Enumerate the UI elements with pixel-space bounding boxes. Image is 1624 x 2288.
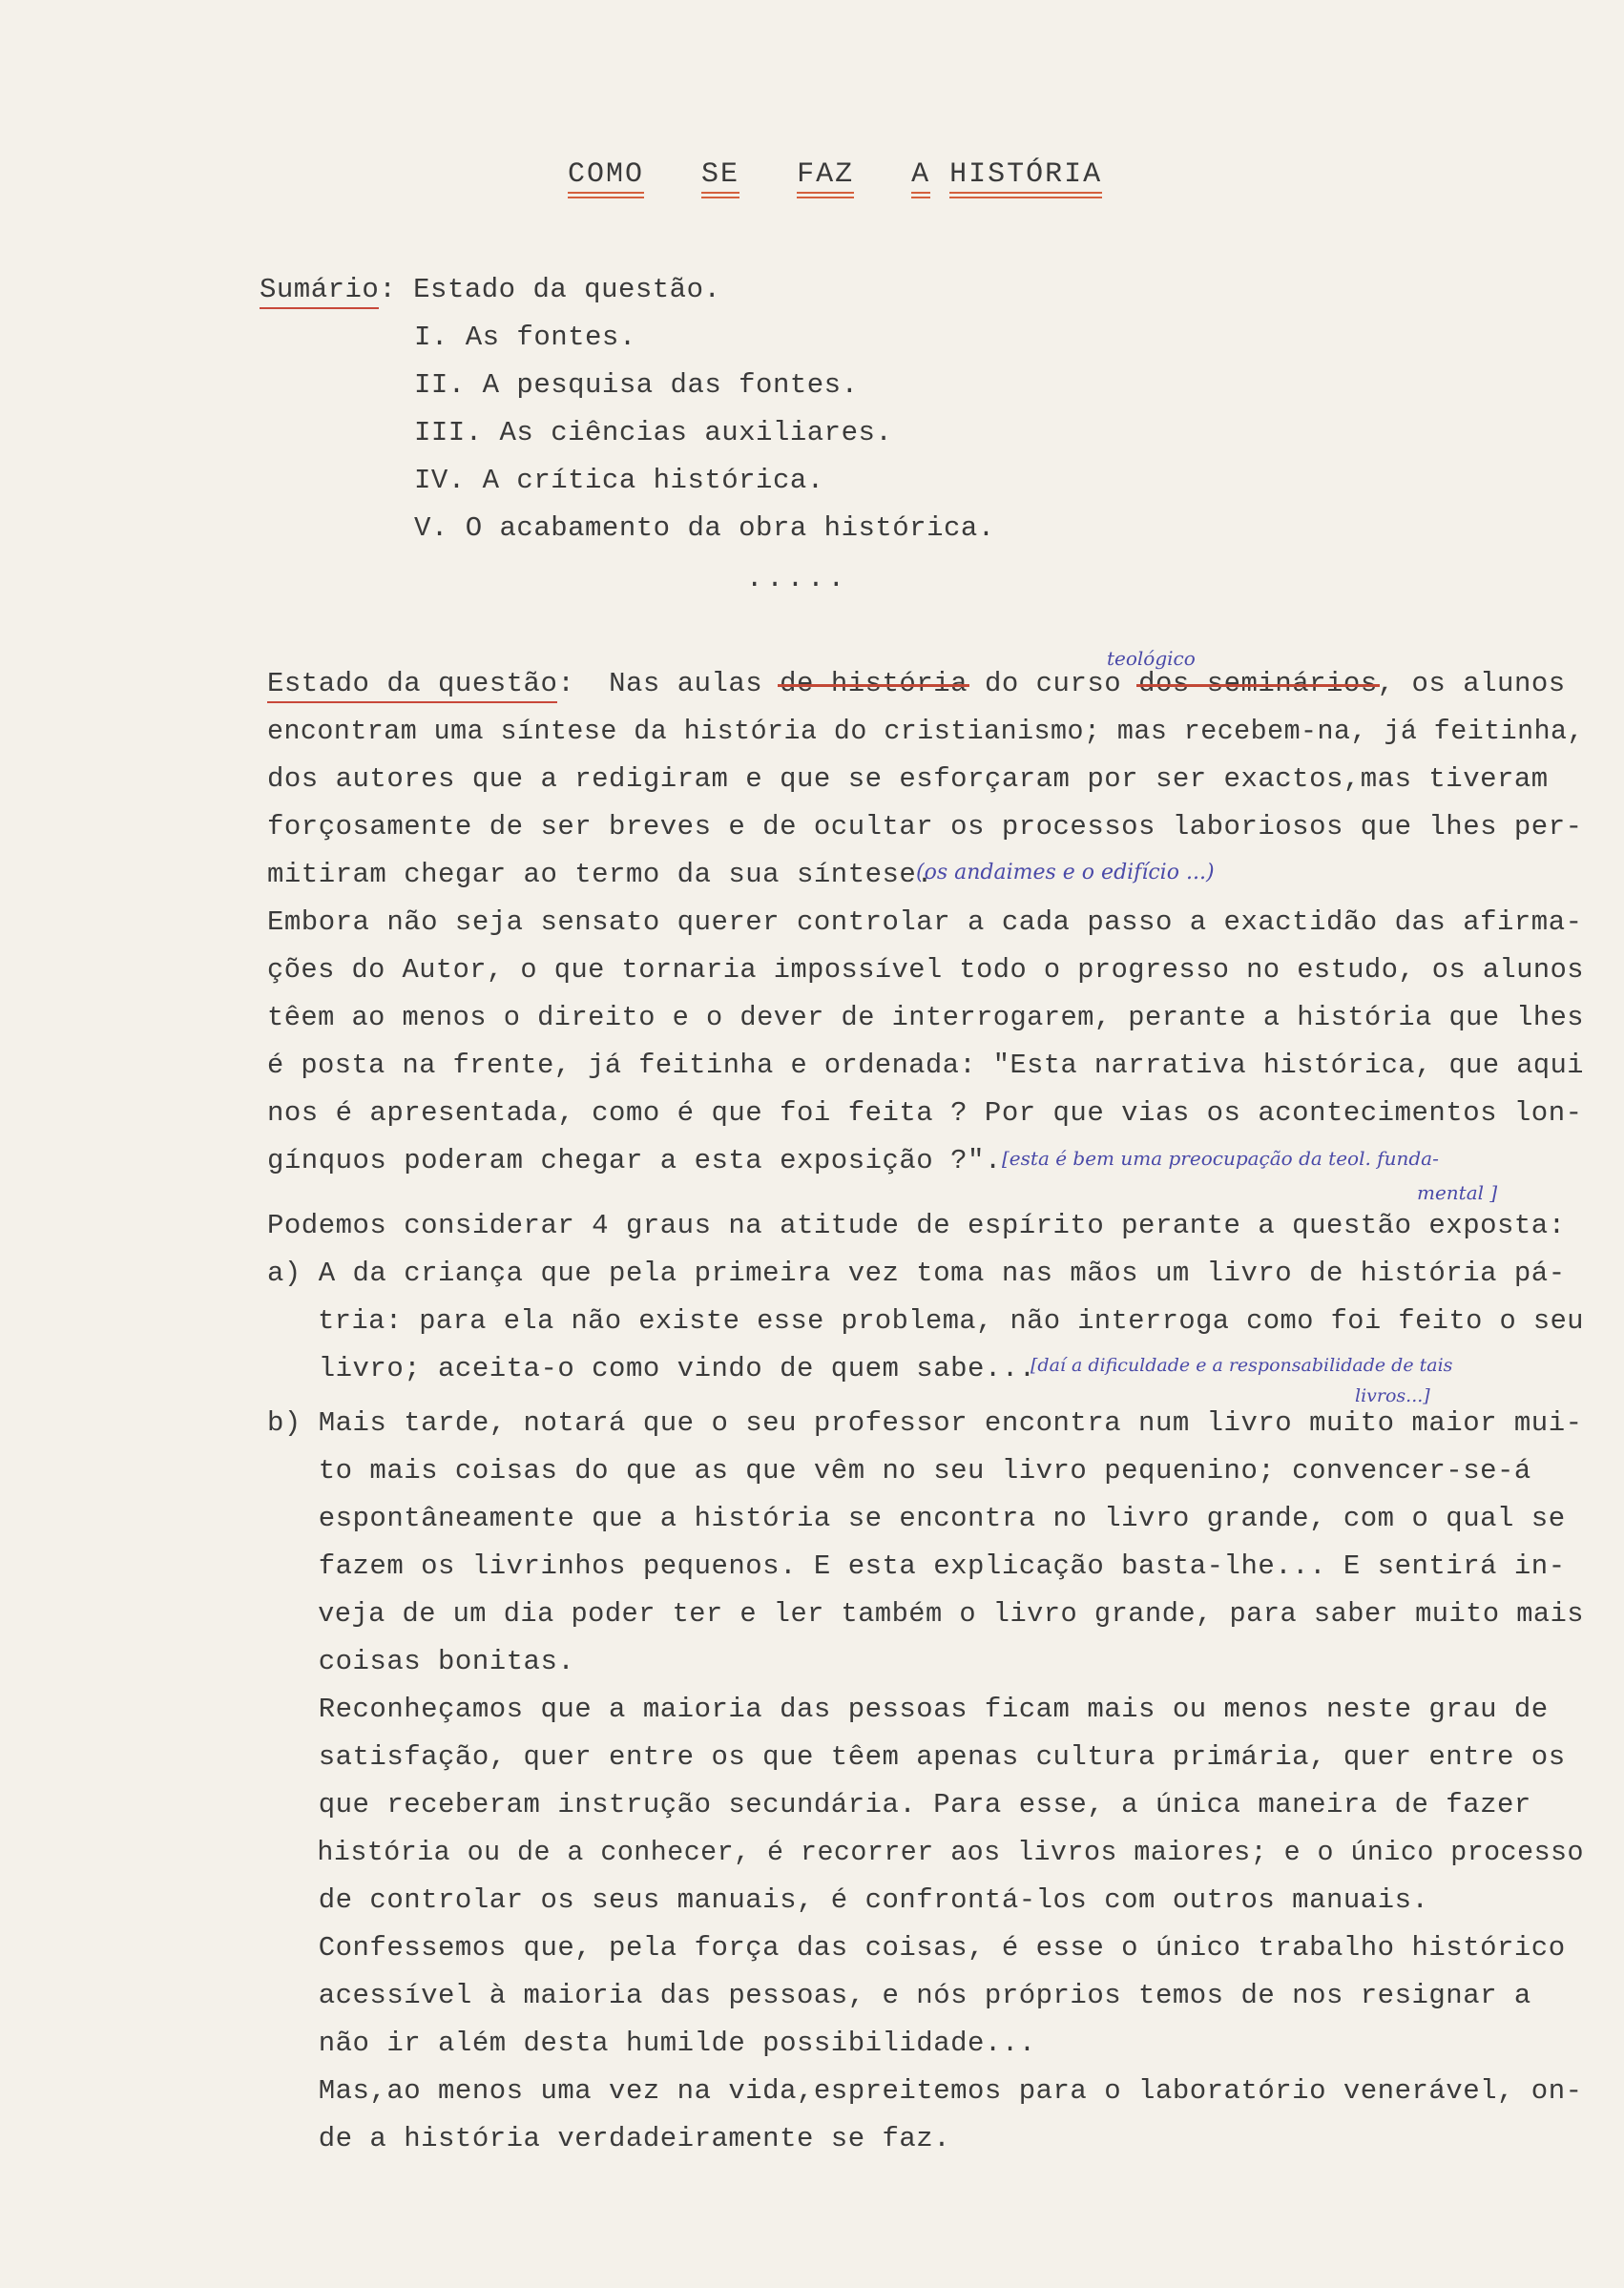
- struck-text: dos seminários: [1138, 668, 1378, 699]
- section-label: Estado da questão: [267, 668, 558, 699]
- handwritten-note: [esta é bem uma preocupação da teol. funda-: [1002, 1147, 1439, 1170]
- summary-item: III. As ciências auxiliares.: [414, 417, 893, 448]
- handwritten-note: (os andaimes e o edifício ...): [916, 861, 1215, 884]
- body-line: nos é apresentada, como é que foi feita ? Por que vias os acontecimentos lon-: [267, 1097, 1583, 1129]
- body-line: Mas,ao menos uma vez na vida,espreitemos para o laboratório venerável, on-: [267, 2075, 1583, 2107]
- summary-intro: Estado da questão.: [413, 274, 721, 305]
- body-line: têem ao menos o direito e o dever de interrogarem, perante a história que lhes: [267, 1002, 1584, 1033]
- body-line: de a história verdadeiramente se faz.: [267, 2123, 951, 2154]
- body-line: gínquos poderam chegar a esta exposição ?".: [267, 1145, 1002, 1176]
- body-line: veja de um dia poder ter e ler também o livro grande, para saber muito mais: [267, 1598, 1584, 1630]
- body-line: to mais coisas do que as que vêm no seu livro pequenino; convencer-se-á: [267, 1455, 1531, 1487]
- body-line: mitiram chegar ao termo da sua síntese.: [267, 859, 934, 890]
- summary-item: V. O acabamento da obra histórica.: [414, 512, 995, 544]
- body-first-line: Estado da questão: Nas aulas de história do curso dos seminários, os alunos: [267, 668, 1566, 699]
- summary-item: II. A pesquisa das fontes.: [414, 369, 859, 401]
- section-separator: .....: [746, 563, 849, 594]
- body-line: Reconheçamos que a maioria das pessoas ficam mais ou menos neste grau de: [267, 1694, 1549, 1725]
- handwritten-note: livros...]: [1355, 1385, 1430, 1406]
- document-title: [491, 126, 1102, 223]
- summary-item: IV. A crítica histórica.: [414, 465, 824, 496]
- body-line: Confessemos que, pela força das coisas, é esse o único trabalho histórico: [267, 1932, 1566, 1964]
- body-line: fazem os livrinhos pequenos. E esta explicação basta-lhe... E sentirá in-: [267, 1550, 1566, 1582]
- body-line: b) Mais tarde, notará que o seu professor encontra num livro muito maior mui-: [267, 1407, 1583, 1439]
- title-word: HISTÓRIA: [949, 158, 1103, 191]
- summary-label: Sumário: [260, 274, 380, 305]
- summary-item: I. As fontes.: [414, 322, 636, 353]
- struck-text: de história: [780, 668, 968, 699]
- body-line: a) A da criança que pela primeira vez toma nas mãos um livro de história pá-: [267, 1258, 1566, 1289]
- body-line: Podemos considerar 4 graus na atitude de espírito perante a questão exposta:: [267, 1210, 1566, 1241]
- title-word: A: [911, 158, 931, 191]
- handwritten-note: [daí a dificuldade e a responsabilidade de tais: [1031, 1355, 1453, 1376]
- title-word: FAZ: [797, 158, 855, 191]
- body-line: tria: para ela não existe esse problema, não interroga como foi feito o seu: [267, 1305, 1584, 1337]
- body-line: ções do Autor, o que tornaria impossível todo o progresso no estudo, os alunos: [267, 954, 1584, 986]
- body-line: história ou de a conhecer, é recorrer aos livros maiores; e o único processo: [267, 1837, 1584, 1868]
- handwritten-insertion: teológico: [1107, 647, 1196, 670]
- title-word: SE: [701, 158, 740, 191]
- body-line: satisfação, quer entre os que têem apenas cultura primária, quer entre os: [267, 1741, 1566, 1773]
- body-line: coisas bonitas.: [267, 1646, 575, 1677]
- body-line: forçosamente de ser breves e de ocultar os processos laboriosos que lhes per-: [267, 811, 1583, 842]
- body-line: dos autores que a redigiram e que se esforçaram por ser exactos,mas tiveram: [267, 763, 1549, 795]
- body-line: encontram uma síntese da história do cristianismo; mas recebem-na, já feitinha,: [267, 716, 1584, 747]
- body-line: espontâneamente que a história se encontra no livro grande, com o qual se: [267, 1503, 1566, 1534]
- handwritten-note: mental ]: [1417, 1181, 1498, 1204]
- title-word: COMO: [568, 158, 645, 191]
- body-line: Embora não seja sensato querer controlar a cada passo a exactidão das afirma-: [267, 906, 1583, 938]
- body-line: que receberam instrução secundária. Para esse, a única maneira de fazer: [267, 1789, 1531, 1820]
- body-line: não ir além desta humilde possibilidade...: [267, 2028, 1036, 2059]
- summary-heading: Sumário: Estado da questão.: [260, 274, 721, 305]
- body-line: livro; aceita-o como vindo de quem sabe...: [267, 1353, 1036, 1384]
- body-line: é posta na frente, já feitinha e ordenada: "Esta narrativa histórica, que aqui: [267, 1050, 1584, 1081]
- body-line: acessível à maioria das pessoas, e nós próprios temos de nos resignar a: [267, 1980, 1531, 2011]
- body-line: de controlar os seus manuais, é confrontá-los com outros manuais.: [267, 1884, 1429, 1916]
